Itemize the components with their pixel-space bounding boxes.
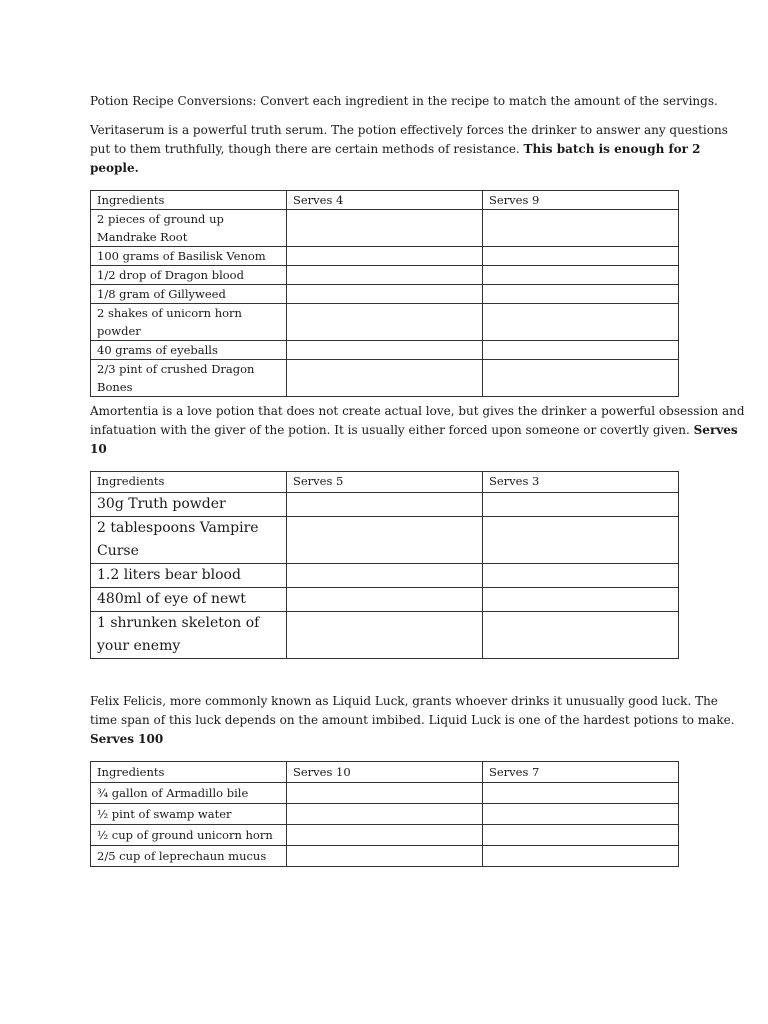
table-row (91, 825, 679, 846)
header-ingredients: Ingredients (91, 472, 287, 493)
servings-note: Serves 100 (90, 732, 164, 746)
table-row (91, 493, 679, 517)
description-line: time span of this luck depends on the amount imbibed. Liquid Luck is one of the hardest potions to make. (90, 713, 735, 727)
ingredient-cell: ¾ gallon of Armadillo bile (91, 783, 287, 804)
answer-cell[interactable] (483, 360, 679, 397)
answer-cell[interactable] (483, 588, 679, 612)
table-row (91, 360, 679, 397)
servings-note: Serves (693, 423, 738, 437)
table-row (91, 517, 679, 564)
answer-cell[interactable] (287, 210, 483, 247)
table-row (91, 588, 679, 612)
table-row (91, 210, 679, 247)
veritaserum-table (90, 190, 679, 397)
answer-cell[interactable] (287, 612, 483, 659)
answer-cell[interactable] (483, 341, 679, 360)
description-line (90, 730, 690, 749)
header-serves-b: Serves 3 (483, 472, 679, 493)
answer-cell[interactable] (483, 564, 679, 588)
servings-note: This batch is enough for 2 (523, 142, 701, 156)
table-row (91, 612, 679, 659)
answer-cell[interactable] (483, 285, 679, 304)
answer-cell[interactable] (483, 846, 679, 867)
answer-cell[interactable] (483, 825, 679, 846)
description-text: infatuation with the giver of the potion. It is usually either forced upon someone or covertly given. (90, 423, 694, 437)
servings-note-cont: people. (90, 161, 139, 175)
worksheet-instructions: Potion Recipe Conversions: Convert each ingredient in the recipe to match the amount of the servings. (90, 94, 718, 108)
answer-cell[interactable] (483, 210, 679, 247)
header-ingredients: Ingredients (91, 762, 287, 783)
amortentia-description (90, 402, 745, 459)
ingredient-cell: 1.2 liters bear blood (91, 564, 287, 588)
header-serves-b: Serves 7 (483, 762, 679, 783)
answer-cell[interactable] (287, 825, 483, 846)
ingredient-cell: 2/3 pint of crushed Dragon Bones (91, 360, 287, 397)
description-text: put to them truthfully, though there are certain methods of resistance. (90, 142, 524, 156)
answer-cell[interactable] (483, 304, 679, 341)
header-ingredients: Ingredients (91, 191, 287, 210)
answer-cell[interactable] (483, 783, 679, 804)
veritaserum-description (90, 121, 728, 178)
answer-cell[interactable] (287, 304, 483, 341)
answer-cell[interactable] (287, 493, 483, 517)
table-row (91, 285, 679, 304)
answer-cell[interactable] (483, 517, 679, 564)
ingredient-cell: 1 shrunken skeleton of your enemy (91, 612, 287, 659)
table-header-row (91, 191, 679, 210)
answer-cell[interactable] (483, 612, 679, 659)
answer-cell[interactable] (287, 846, 483, 867)
description-line (90, 159, 690, 178)
answer-cell[interactable] (287, 517, 483, 564)
table-row (91, 247, 679, 266)
description-line (90, 421, 738, 440)
ingredient-cell: 480ml of eye of newt (91, 588, 287, 612)
header-serves-b: Serves 9 (483, 191, 679, 210)
felix-felicis-table (90, 761, 679, 867)
table-row (91, 804, 679, 825)
answer-cell[interactable] (287, 360, 483, 397)
answer-cell[interactable] (287, 564, 483, 588)
ingredient-cell: 2/5 cup of leprechaun mucus (91, 846, 287, 867)
ingredient-cell: 1/8 gram of Gillyweed (91, 285, 287, 304)
answer-cell[interactable] (483, 247, 679, 266)
table-header-row (91, 762, 679, 783)
ingredient-cell: 2 tablespoons Vampire Curse (91, 517, 287, 564)
ingredient-cell: 30g Truth powder (91, 493, 287, 517)
header-serves-a: Serves 4 (287, 191, 483, 210)
answer-cell[interactable] (287, 247, 483, 266)
table-row (91, 564, 679, 588)
ingredient-cell: 1/2 drop of Dragon blood (91, 266, 287, 285)
header-serves-a: Serves 5 (287, 472, 483, 493)
answer-cell[interactable] (287, 266, 483, 285)
table-row (91, 266, 679, 285)
felix-felicis-description (90, 692, 735, 749)
table-row (91, 783, 679, 804)
description-line: Felix Felicis, more commonly known as Liquid Luck, grants whoever drinks it unusually good luck. The (90, 694, 718, 708)
answer-cell[interactable] (483, 804, 679, 825)
table-row (91, 341, 679, 360)
table-row (91, 846, 679, 867)
answer-cell[interactable] (287, 588, 483, 612)
answer-cell[interactable] (287, 783, 483, 804)
answer-cell[interactable] (287, 285, 483, 304)
answer-cell[interactable] (483, 266, 679, 285)
answer-cell[interactable] (287, 341, 483, 360)
table-header-row (91, 472, 679, 493)
ingredient-cell: 100 grams of Basilisk Venom (91, 247, 287, 266)
answer-cell[interactable] (287, 804, 483, 825)
servings-note-cont: 10 (90, 442, 107, 456)
answer-cell[interactable] (483, 493, 679, 517)
header-serves-a: Serves 10 (287, 762, 483, 783)
ingredient-cell: 40 grams of eyeballs (91, 341, 287, 360)
description-line (90, 140, 701, 159)
table-row (91, 304, 679, 341)
description-line: Amortentia is a love potion that does not create actual love, but gives the drinker a powerful obsession and (90, 404, 745, 418)
ingredient-cell: ½ cup of ground unicorn horn (91, 825, 287, 846)
ingredient-cell: 2 pieces of ground up Mandrake Root (91, 210, 287, 247)
description-line: Veritaserum is a powerful truth serum. The potion effectively forces the drinker to answer any questions (90, 123, 728, 137)
amortentia-table (90, 471, 679, 659)
ingredient-cell: 2 shakes of unicorn horn powder (91, 304, 287, 341)
ingredient-cell: ½ pint of swamp water (91, 804, 287, 825)
description-line (90, 440, 690, 459)
